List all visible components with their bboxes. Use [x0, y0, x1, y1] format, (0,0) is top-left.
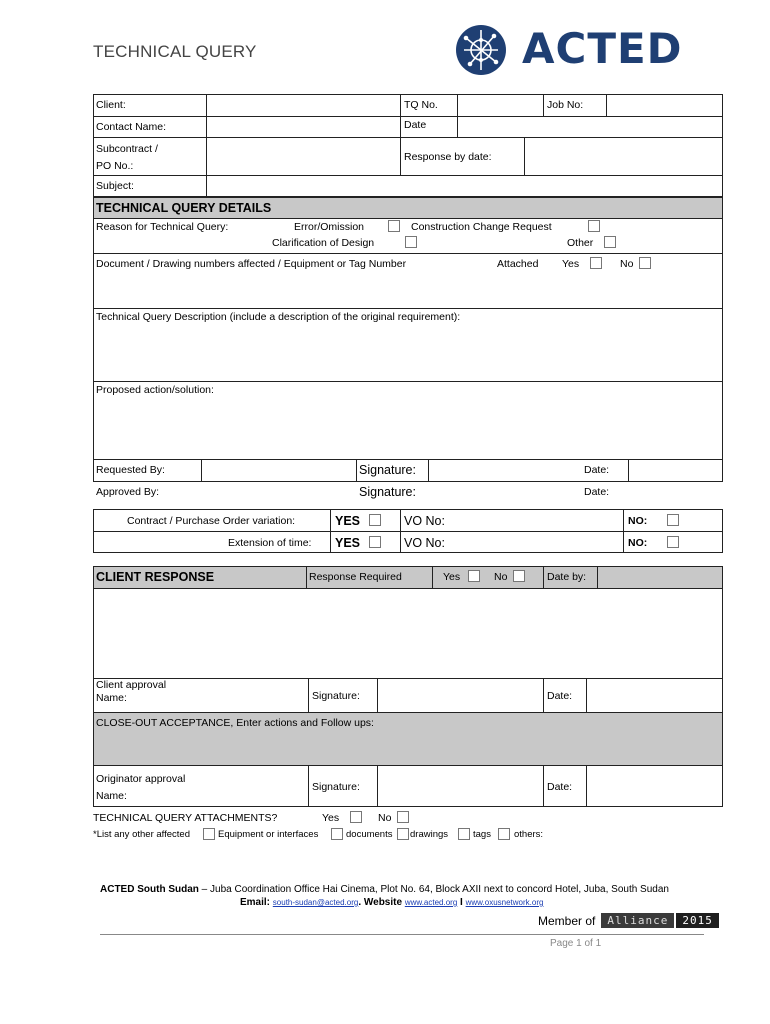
client-approval-name-label: Name: — [96, 692, 127, 704]
equipment-checkbox[interactable] — [203, 828, 215, 840]
response-yes-label: Yes — [443, 571, 461, 583]
response-no-checkbox[interactable] — [513, 570, 525, 582]
attachments-no-checkbox[interactable] — [397, 811, 409, 823]
other-label: Other — [567, 237, 594, 249]
details-heading: TECHNICAL QUERY DETAILS — [96, 201, 272, 215]
drawings-label: drawings — [410, 829, 449, 840]
attached-yes-label: Yes — [562, 258, 580, 270]
originator-date-label: Date: — [547, 781, 573, 793]
client-response-heading: CLIENT RESPONSE — [96, 570, 215, 584]
documents-attach-label: documents — [346, 829, 393, 840]
requested-by-label: Requested By: — [96, 464, 165, 476]
client-date-label: Date: — [547, 690, 573, 702]
extension-no-label: NO: — [628, 537, 648, 549]
attached-no-label: No — [620, 258, 634, 270]
originator-approval-label: Originator approval — [96, 773, 186, 785]
date-by-label: Date by: — [547, 571, 587, 583]
date-label: Date — [404, 119, 427, 131]
description-label: Technical Query Description (include a description of the original requirement): — [96, 311, 461, 323]
client-response-section — [93, 566, 723, 807]
extension-of-time-label: Extension of time: — [228, 537, 312, 549]
acted-logo-text: ACTED — [522, 24, 683, 73]
alliance-badge — [538, 913, 719, 928]
subcontract-label: Subcontract / — [96, 143, 158, 155]
subject-label: Subject: — [96, 180, 134, 192]
tq-no-label: TQ No. — [404, 99, 438, 111]
job-no-label: Job No: — [547, 99, 584, 111]
drawings-checkbox[interactable] — [397, 828, 409, 840]
client-label: Client: — [96, 99, 126, 111]
approved-by-label: Approved By: — [96, 486, 160, 498]
footer-address — [100, 884, 669, 895]
attached-no-checkbox[interactable] — [639, 257, 651, 269]
page-number: Page 1 of 1 — [550, 938, 602, 949]
extension-vo-no-label: VO No: — [404, 536, 445, 550]
clarification-checkbox[interactable] — [405, 236, 417, 248]
response-required-label: Response Required — [309, 571, 402, 583]
page-title: TECHNICAL QUERY — [93, 42, 257, 61]
contact-name-label: Contact Name: — [96, 121, 167, 133]
error-omission-checkbox[interactable] — [388, 220, 400, 232]
construction-change-label: Construction Change Request — [411, 221, 552, 233]
variation-vo-no-label: VO No: — [404, 514, 445, 528]
other-checkbox[interactable] — [604, 236, 616, 248]
proposed-label: Proposed action/solution: — [96, 384, 214, 396]
member-of-text: Member of — [538, 913, 596, 928]
response-yes-checkbox[interactable] — [468, 570, 480, 582]
attachments-label: TECHNICAL QUERY ATTACHMENTS? — [93, 812, 278, 824]
attachments-yes-label: Yes — [322, 812, 340, 824]
originator-signature-label: Signature: — [312, 781, 360, 793]
list-affected-label: *List any other affected — [93, 829, 190, 840]
attachments-no-label: No — [378, 812, 392, 824]
footer-address-text: – Juba Coordination Office Hai Cinema, Plot No. 64, Block AXII next to concord Hotel, Juba, South Sudan — [198, 884, 669, 895]
variation-yes-label: YES — [335, 514, 361, 528]
equipment-label: Equipment or interfaces — [218, 829, 319, 840]
variation-no-checkbox[interactable] — [667, 514, 679, 526]
approved-date-label: Date: — [584, 486, 610, 498]
tags-checkbox[interactable] — [458, 828, 470, 840]
extension-yes-checkbox[interactable] — [369, 536, 381, 548]
contract-po-variation-label: Contract / Purchase Order variation: — [127, 515, 296, 527]
clarification-label: Clarification of Design — [272, 237, 375, 249]
requested-date-label: Date: — [584, 464, 610, 476]
attached-label: Attached — [497, 258, 539, 270]
reason-label: Reason for Technical Query: — [96, 221, 229, 233]
alliance-text: Alliance — [601, 913, 674, 928]
tags-label: tags — [473, 829, 491, 840]
closeout-label: CLOSE-OUT ACCEPTANCE, Enter actions and Follow ups: — [96, 717, 374, 729]
others-label: others: — [514, 829, 544, 840]
extension-yes-label: YES — [335, 536, 361, 550]
response-no-label: No — [494, 571, 508, 583]
documents-label: Document / Drawing numbers affected / Equipment or Tag Number — [96, 258, 407, 270]
others-checkbox[interactable] — [498, 828, 510, 840]
attached-yes-checkbox[interactable] — [590, 257, 602, 269]
variation-yes-checkbox[interactable] — [369, 514, 381, 526]
footer-website-link[interactable]: www.acted.org — [404, 898, 458, 907]
construction-change-checkbox[interactable] — [588, 220, 600, 232]
requested-signature-label: Signature: — [359, 463, 416, 477]
approved-signature-label: Signature: — [359, 485, 416, 499]
error-omission-label: Error/Omission — [294, 221, 365, 233]
footer-org: ACTED South Sudan — [100, 884, 199, 895]
variation-no-label: NO: — [628, 515, 648, 527]
footer-website2-link[interactable]: www.oxusnetwork.org — [465, 898, 544, 907]
client-signature-label: Signature: — [312, 690, 360, 702]
extension-no-checkbox[interactable] — [667, 536, 679, 548]
originator-name-label: Name: — [96, 790, 127, 802]
footer-email-link[interactable]: south-sudan@acted.org — [272, 898, 359, 907]
client-approval-label: Client approval — [96, 679, 167, 691]
po-no-label: PO No.: — [96, 160, 134, 172]
alliance-year: 2015 — [676, 913, 719, 928]
documents-checkbox[interactable] — [331, 828, 343, 840]
footer-divider — [100, 934, 704, 935]
footer-contacts: Email: south-sudan@acted.org. Website www.acted.org I www.oxusnetwork.org — [240, 897, 544, 908]
response-by-date-label: Response by date: — [404, 151, 492, 163]
attachments-yes-checkbox[interactable] — [350, 811, 362, 823]
